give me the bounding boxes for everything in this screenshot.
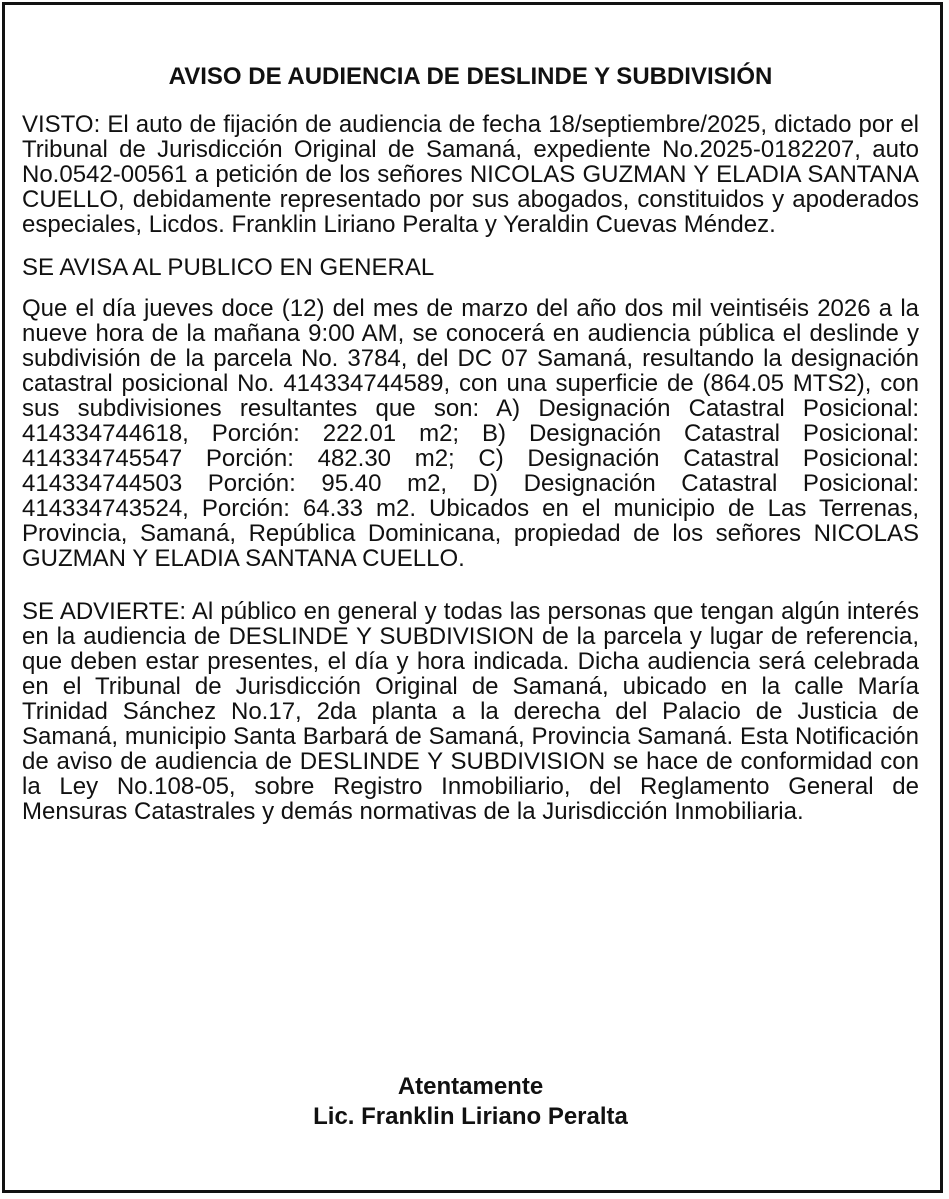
closing-text: Atentamente [397, 1073, 544, 1100]
warning-paragraph: SE ADVIERTE: Al público en general y todas las personas que tengan algún interés en la audiencia de DESLINDE Y SUBDIVISION de la parcela y lugar de referencia, que deben estar presentes, el día y hora indicada. Dicha audiencia será celebrada en el Tribunal de Jurisdicción Original de Samaná, ubicado en la calle María Trinidad Sánchez No.17, 2da planta a la derecha del Palacio de Justicia de Samaná, municipio Santa Barbará de Samaná, Provincia Samaná. Esta Notificación de aviso de audiencia de DESLINDE Y SUBDIVISION se hace de conformidad con la Ley No.108-05, sobre Registro Inmobiliario, del Reglamento General de Mensuras Catastrales y demás normativas de la Jurisdicción Inmobiliaria. [22, 598, 919, 825]
visto-paragraph: VISTO: El auto de fijación de audiencia de fecha 18/septiembre/2025, dictado por el Tribunal de Jurisdicción Original de Samaná, expediente No.2025-0182207, auto No.0542-00561 a petición de los señores NICOLAS GUZMAN Y ELADIA SANTANA CUELLO, debidamente representado por sus abogados, constituidos y apoderados especiales, Licdos. Franklin Liriano Peralta y Yeraldin Cuevas Méndez. [22, 111, 919, 238]
signer-name: Lic. Franklin Liriano Peralta [313, 1103, 628, 1130]
notice-body [22, 62, 919, 842]
notice-title: AVISO DE AUDIENCIA DE DESLINDE Y SUBDIVISIÓN [168, 63, 773, 90]
signature-block [22, 1072, 919, 1132]
hearing-details-paragraph: Que el día jueves doce (12) del mes de marzo del año dos mil veintiséis 2026 a la nueve hora de la mañana 9:00 AM, se conocerá en audiencia pública el deslinde y subdivisión de la parcela No. 3784, del DC 07 Samaná, resultando la designación catastral posicional No. 414334744589, con una superficie de (864.05 MTS2), con sus subdivisiones resultantes que son: A) Designación Catastral Posicional: 414334744618, Porción: 222.01 m2; B) Designación Catastral Posicional: 414334745547 Porción: 482.30 m2; C) Designación Catastral Posicional: 414334744503 Porción: 95.40 m2, D) Designación Catastral Posicional: 414334743524, Porción: 64.33 m2. Ubicados en el municipio de Las Terrenas, Provincia, Samaná, República Dominicana, propiedad de los señores NICOLAS GUZMAN Y ELADIA SANTANA CUELLO. [22, 295, 919, 572]
public-notice-heading: SE AVISA AL PUBLICO EN GENERAL [22, 254, 435, 281]
